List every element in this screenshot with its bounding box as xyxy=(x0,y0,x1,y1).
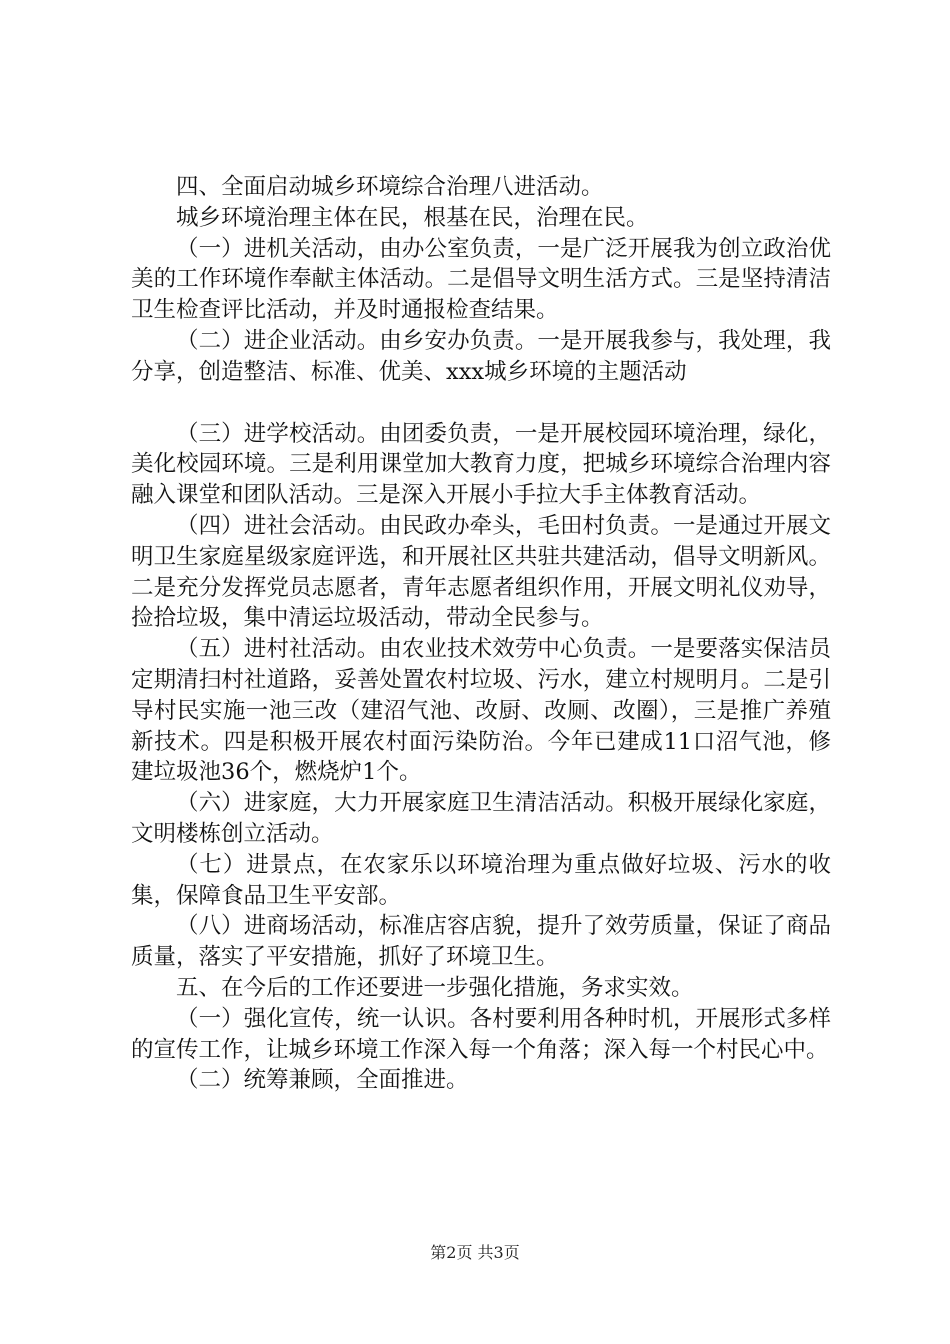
paragraph-market-activity: （八）进商场活动，标准店容店貌，提升了效劳质量，保证了商品质量，落实了平安措施，抓好了环境卫生。 xyxy=(131,913,831,971)
paragraph-organs-activity: （一）进机关活动，由办公室负责，一是广泛开展我为创立政治优美的工作环境作奉献主体活动。二是倡导文明生活方式。三是坚持清洁卫生检查评比活动，并及时通报检查结果。 xyxy=(131,235,831,324)
page-footer xyxy=(0,1243,950,1263)
paragraph-enterprise-activity: （二）进企业活动。由乡安办负责。一是开展我参与，我处理，我分享，创造整洁、标准、优美、xxx城乡环境的主题活动 xyxy=(131,327,831,385)
paragraph-scenic-activity: （七）进景点，在农家乐以环境治理为重点做好垃圾、污水的收集，保障食品卫生平安部。 xyxy=(131,851,831,909)
paragraph-family-activity: （六）进家庭，大力开展家庭卫生清洁活动。积极开展绿化家庭，文明楼栋创立活动。 xyxy=(131,790,831,847)
paragraph-publicity: （一）强化宣传，统一认识。各村要利用各种时机，开展形式多样的宣传工作，让城乡环境工作深入每一个角落；深入每一个村民心中。 xyxy=(131,1005,831,1063)
document-body xyxy=(131,172,831,1096)
section-heading-five: 五、在今后的工作还要进一步强化措施，务求实效。 xyxy=(176,974,694,1001)
paragraph-village-activity: （五）进村社活动。由农业技术效劳中心负责。一是要落实保洁员定期清扫村社道路，妥善处置农村垃圾、污水，建立村规明月。二是引导村民实施一池三改（建沼气池、改厨、改厕、改圈），三是推广养殖新技术。四是积极开展农村面污染防治。今年已建成11口沼气池，修建垃圾池36个，燃烧炉1个。 xyxy=(131,636,831,786)
paragraph-school-activity: （三）进学校活动。由团委负责，一是开展校园环境治理，绿化，美化校园环境。三是利用课堂加大教育力度，把城乡环境综合治理内容融入课堂和团队活动。三是深入开展小手拉大手主体教育活动。 xyxy=(131,420,831,509)
paragraph-society-activity: （四）进社会活动。由民政办牵头，毛田村负责。一是通过开展文明卫生家庭星级家庭评选，和开展社区共驻共建活动，倡导文明新风。二是充分发挥党员志愿者，青年志愿者组织作用，开展文明礼仪劝导，捡拾垃圾，集中清运垃圾活动，带动全民参与。 xyxy=(131,512,831,632)
paragraph-governance-principle: 城乡环境治理主体在民，根基在民，治理在民。 xyxy=(176,204,649,231)
page-number-label: 第2页 共3页 xyxy=(430,1243,520,1262)
section-heading-four: 四、全面启动城乡环境综合治理八进活动。 xyxy=(176,174,604,200)
paragraph-overall-planning: （二）统筹兼顾，全面推进。 xyxy=(176,1067,469,1094)
